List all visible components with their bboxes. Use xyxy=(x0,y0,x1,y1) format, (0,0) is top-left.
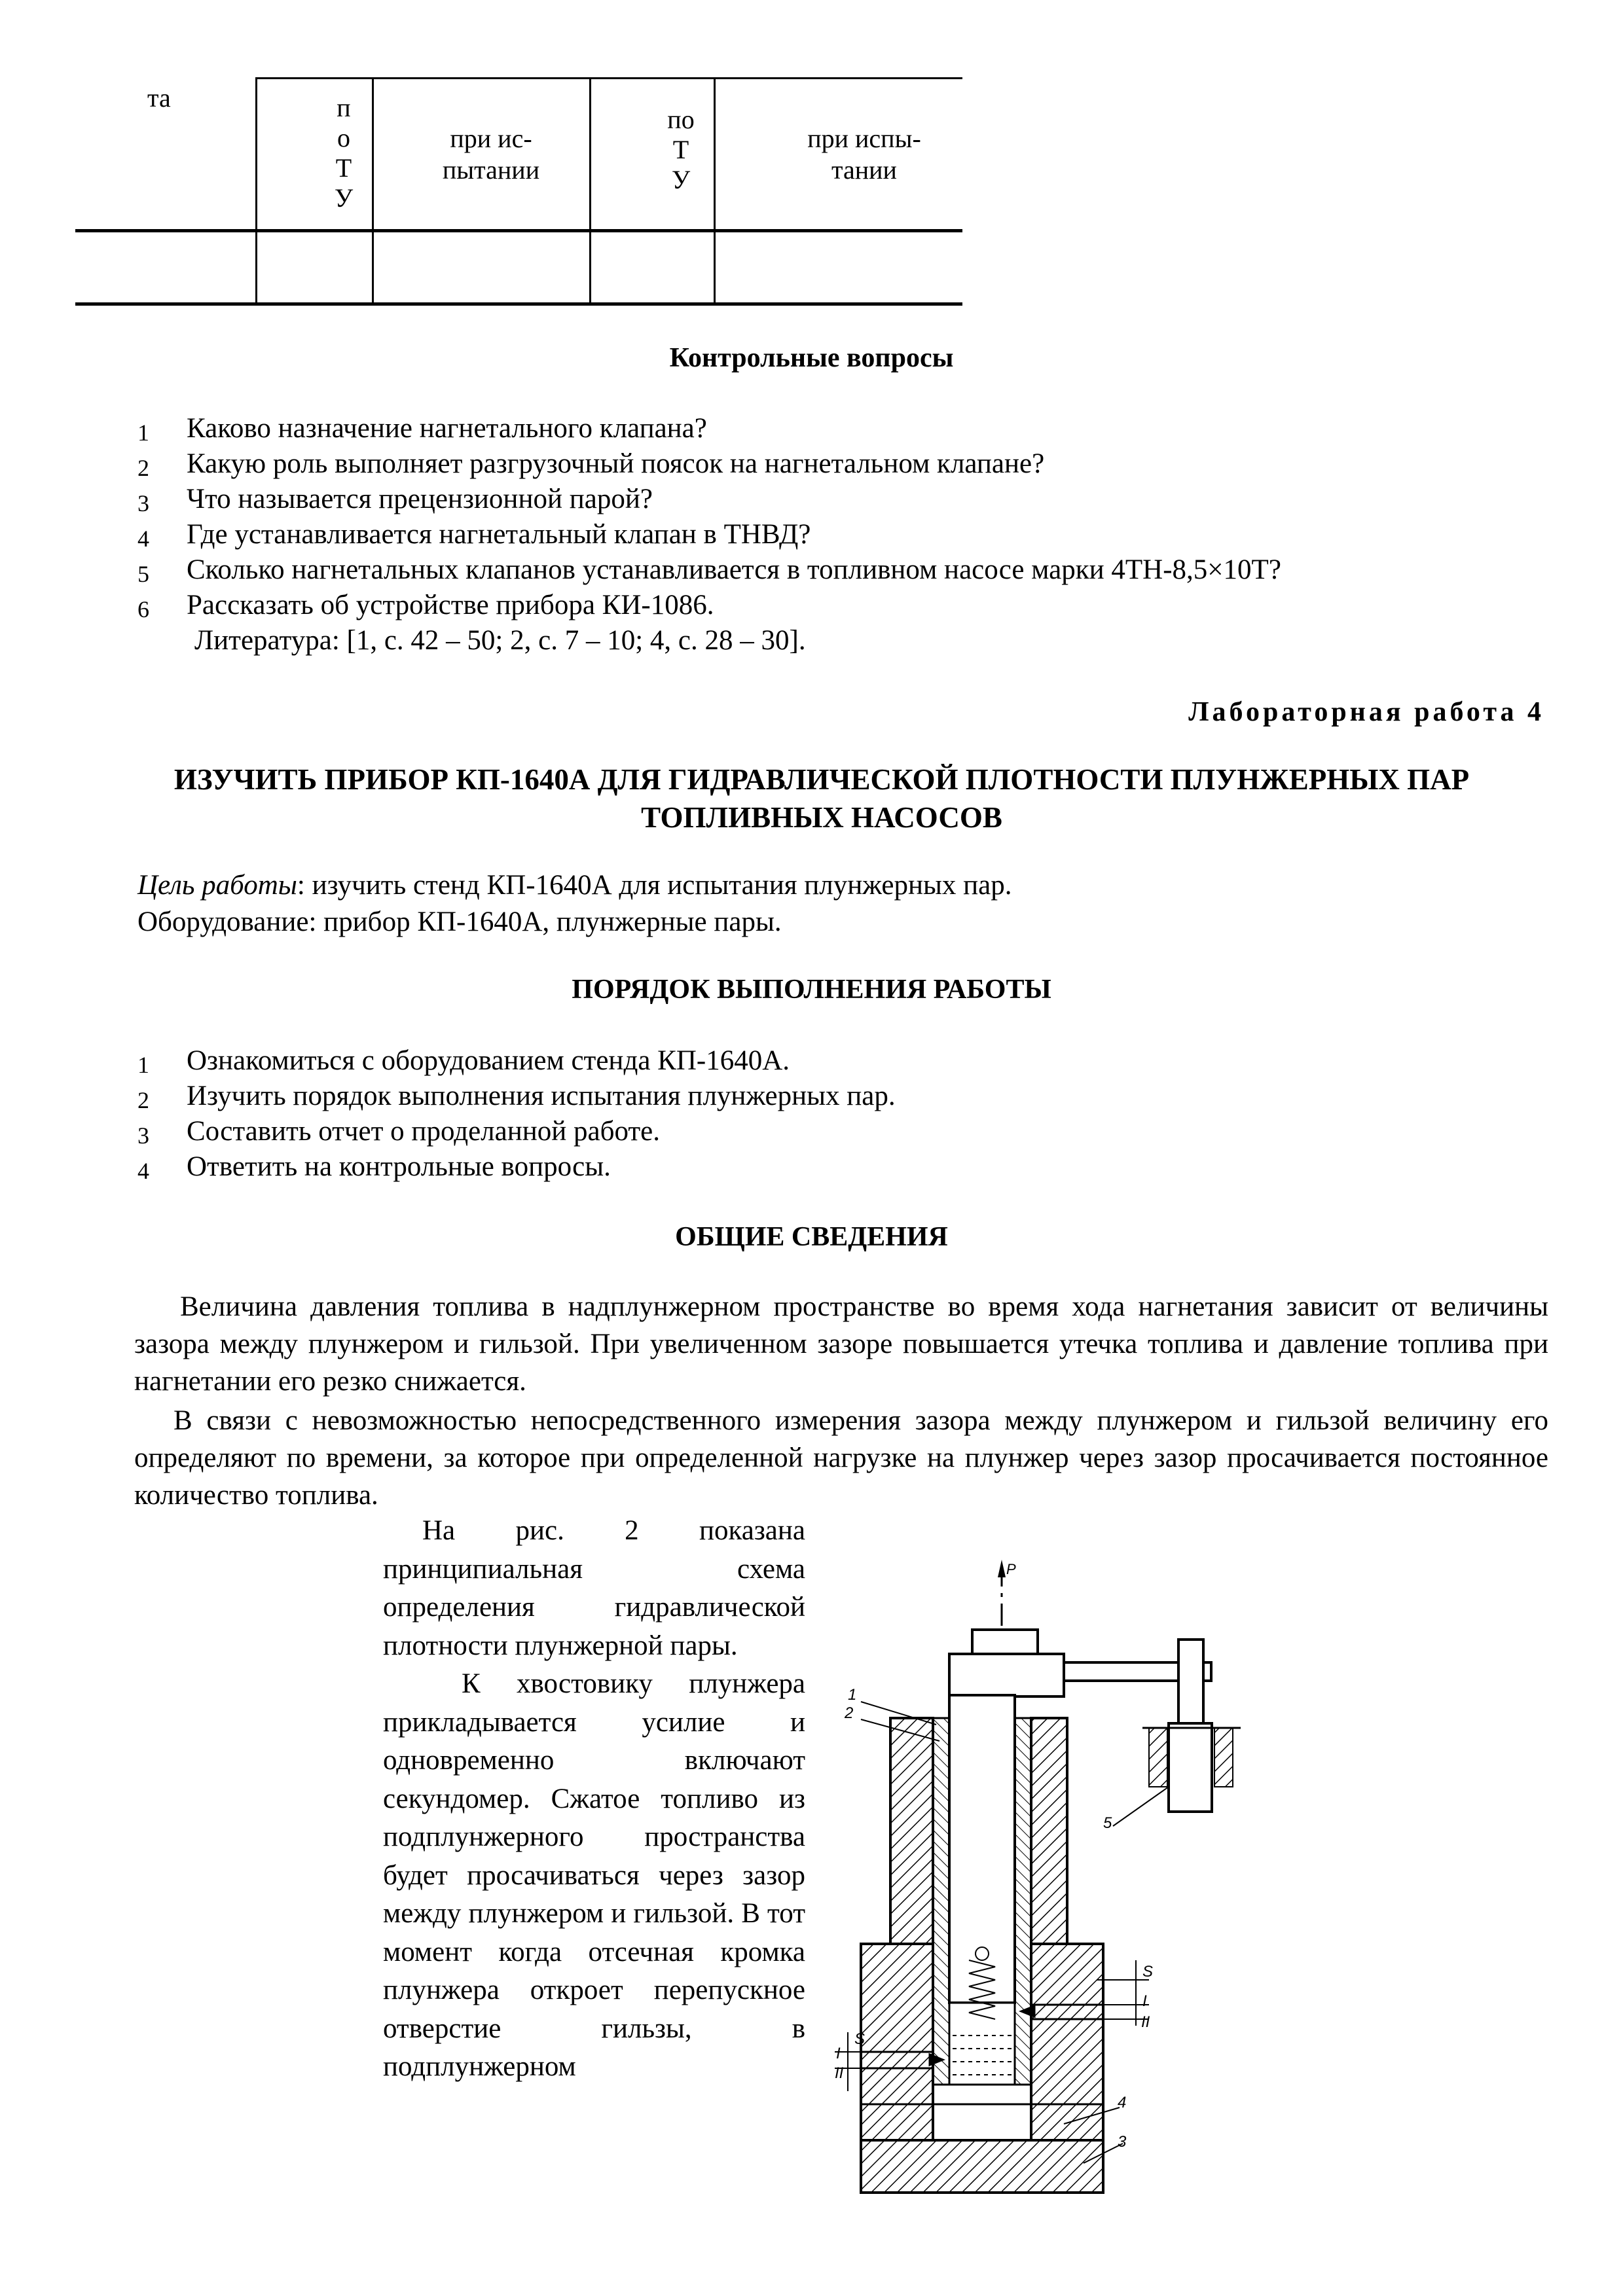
general-title: ОБЩИЕ СВЕДЕНИЯ xyxy=(675,1222,948,1252)
list-item: Какую роль выполняет разгрузочный поясок на нагнетальном клапане? xyxy=(187,448,1045,479)
literature-reference: Литература: [1, с. 42 – 50; 2, с. 7 – 10; 4, с. 28 – 30]. xyxy=(194,625,806,656)
list-item: Изучить порядок выполнения испытания плунжерных пар. xyxy=(187,1081,896,1111)
crossbar xyxy=(949,1654,1064,1696)
label-5: 5 xyxy=(1103,1814,1112,1832)
label-s-right: S xyxy=(1142,1963,1154,1981)
list-item-number: 1 xyxy=(137,1052,149,1078)
list-item-number: 4 xyxy=(137,1158,149,1184)
list-item: Ответить на контрольные вопросы. xyxy=(187,1151,611,1182)
plunger-pair-diagram xyxy=(835,1554,1542,2294)
label-I-right: I xyxy=(1142,1992,1147,2010)
lever-rod xyxy=(1178,1640,1203,1725)
lab-label: Лабораторная работа 4 xyxy=(1188,697,1544,727)
lab-title: ИЗУЧИТЬ ПРИБОР КП-1640А ДЛЯ ГИДРАВЛИЧЕСКОЙ ПЛОТНОСТИ ПЛУНЖЕРНЫХ ПАР ТОПЛИВНЫХ НАСОСОВ xyxy=(173,763,1470,834)
list-item-number: 4 xyxy=(137,526,149,552)
svg-text:P: P xyxy=(1006,1561,1016,1577)
table-header-col2: п о Т У xyxy=(334,93,354,213)
table-header-col1: та xyxy=(147,83,171,113)
indicator-5 xyxy=(1169,1723,1212,1812)
list-item-number: 2 xyxy=(137,455,149,481)
list-item-number: 6 xyxy=(137,596,149,622)
general-paragraph-4: К хвостовику плунжера прикладывается усилие и одновременно включают секундомер. Сжатое топливо из подплунжерного пространства будет просачиваться через зазор между плунжером и гильзой. В тот момент когда отсечная кромка плунжера откроет перепускное отверстие гильзы, в подплунжерном xyxy=(383,1668,805,2082)
general-paragraph-1: Величина давления топлива в надплунжерном пространстве во время хода нагнетания зависит от величины зазора между плунжером и гильзой. При увеличенном зазоре повышается утечка топлива и давление топлива при нагнетании его резко снижается. xyxy=(134,1291,1548,1397)
goal-label: Цель работы xyxy=(137,870,297,901)
label-2: 2 xyxy=(845,1704,854,1722)
table-header-col3: при ис- пытании xyxy=(442,124,540,185)
general-paragraph-3: На рис. 2 показана принципиальная схема определения гидравлической плотности плунжерной пары. xyxy=(383,1515,805,1661)
procedure-title: ПОРЯДОК ВЫПОЛНЕНИЯ РАБОТЫ xyxy=(572,975,1051,1005)
list-item: Что называется прецензионной парой? xyxy=(187,484,653,514)
list-item: Где устанавливается нагнетальный клапан в ТНВД? xyxy=(187,519,811,550)
list-item: Каково назначение нагнетального клапана? xyxy=(187,413,707,444)
list-item: Рассказать об устройстве прибора КИ-1086. xyxy=(187,590,714,620)
control-questions-title: Контрольные вопросы xyxy=(669,343,954,373)
barrel-sleeve-2 xyxy=(933,1718,949,2085)
list-item-number: 2 xyxy=(137,1087,149,1113)
table-header-col5: при испы- тании xyxy=(807,124,921,185)
figure-side-text xyxy=(383,1512,805,2087)
table-header-col4: по Т У xyxy=(667,105,695,194)
lab-equipment: Оборудование: прибор КП-1640А, плунжерные пары. xyxy=(137,906,782,937)
lab-goal xyxy=(137,869,1012,901)
label-1: 1 xyxy=(848,1686,857,1704)
list-item-number: 3 xyxy=(137,490,149,516)
list-item-number: 5 xyxy=(137,561,149,587)
plunger-cap xyxy=(972,1630,1038,1656)
list-item-number: 3 xyxy=(137,1122,149,1149)
force-arrow xyxy=(998,1560,1016,1640)
base-3 xyxy=(861,2140,1103,2193)
list-item: Сколько нагнетальных клапанов устанавливается в топливном насосе марки 4ТН-8,5×10Т? xyxy=(187,554,1281,585)
general-paragraph-2: В связи с невозможностью непосредственного измерения зазора между плунжером и гильзой величину его определяют по времени, за которое при определенной нагрузке на плунжер через зазор просачивается постоянное количество топлива. xyxy=(134,1405,1548,1511)
label-4: 4 xyxy=(1118,2094,1127,2111)
plunger-1 xyxy=(949,1695,1015,2003)
label-II-left: II xyxy=(835,2064,844,2082)
label-I-left: I xyxy=(836,2045,841,2062)
list-item: Составить отчет о проделанной работе. xyxy=(187,1116,661,1147)
list-item: Ознакомиться с оборудованием стенда КП-1640А. xyxy=(187,1045,790,1076)
goal-text: : изучить стенд КП-1640А для испытания плунжерных пар. xyxy=(297,870,1012,901)
label-3: 3 xyxy=(1118,2133,1127,2151)
label-II-right: II xyxy=(1141,2013,1150,2031)
label-s-left: S xyxy=(854,2030,866,2048)
list-item-number: 1 xyxy=(137,420,149,446)
